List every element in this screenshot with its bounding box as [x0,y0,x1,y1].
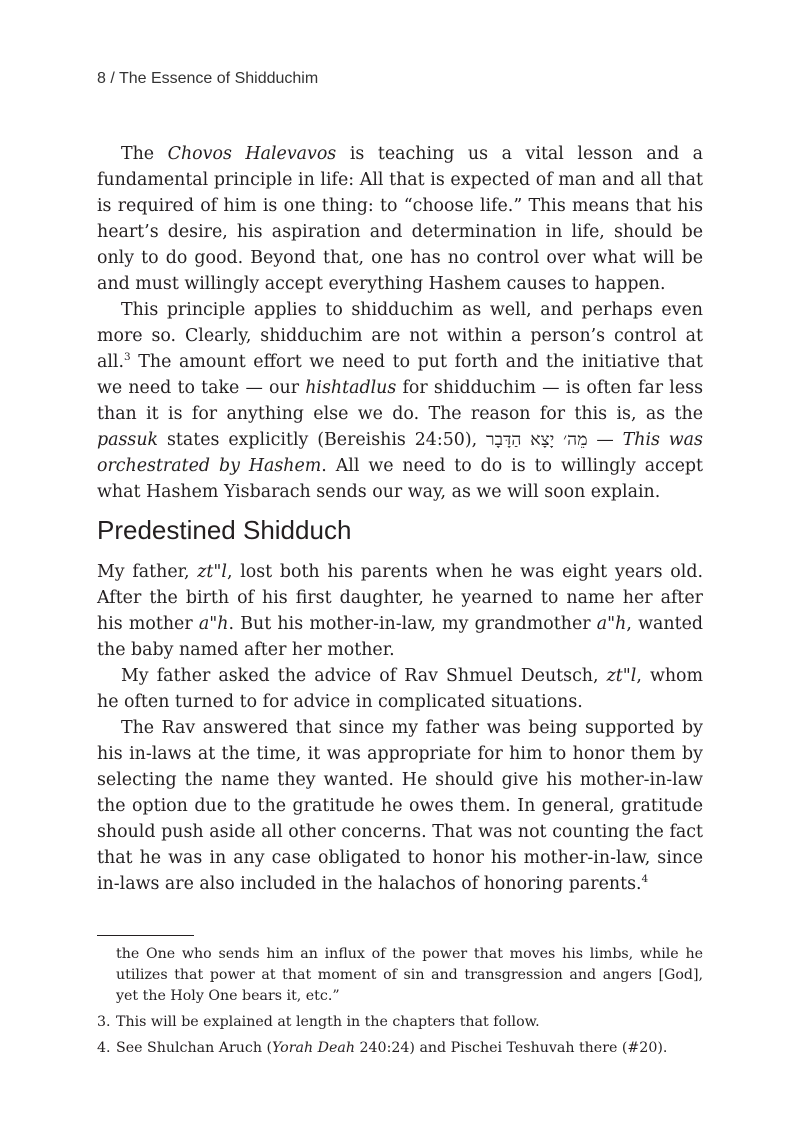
paragraph-4: My father asked the advice of Rav Shmuel Deutsch, zt"l, whom he often turned to for advice in complicated situations. [97,666,703,712]
book-title-italic: Chovos Halevavos [167,144,337,164]
footnote-3: 3. This will be explained at length in the chapters that follow. [97,1014,540,1030]
footnotes [97,944,703,1059]
body-text-intro [97,141,703,505]
hebrew-quote: מֵה׳ יָצָא הַדָּבָר [486,430,588,450]
footnote-4: 4. See Shulchan Aruch (Yorah Deah 240:24) and Pischei Teshuvah there (#20). [97,1040,668,1056]
footnote-ref-4: 4 [641,873,649,886]
paragraph-2: This principle applies to shidduchim as well, and perhaps even more so. Clearly, shidduchim are not within a person’s control at all.$^3$ The amount effort we need to put forth and the initiative that we need to take — our hishtadlus for shidduchim — is often far less than it is for anything else we do. The reason for this is, as the passuk states explicitly (Bereishis 24:50), מֵה׳ יָצָא הַדָּבָר — This was orchestrated by Hashem. All we need to do is to willingly accept what Hashem Yisbarach sends our way, as we will soon explain. [97,300,703,502]
paragraph-1: The Chovos Halevavos is teaching us a vital lesson and a fundamental principle in life: All that is expected of man and all that is required of him is one thing: to “choose life.” This means that his heart’s desire, his aspiration and determination in life, should be only to do good. Beyond that, one has no control over what will be and must willingly accept everything Hashem causes to happen. [97,144,704,294]
footnote-ref-3: 3 [124,351,131,364]
footnote-continuation: the One who sends him an influx of the power that moves his limbs, while he utilizes that power at that moment of sin and transgression and angers [God], yet the Holy One bears it, etc.” [116,946,703,1004]
paragraph-5: The Rav answered that since my father was being supported by his in-laws at the time, it was appropriate for him to honor them by selecting the name they wanted. He should give his mother-in-law the option due to the gratitude he owes them. In general, gratitude should push aside all other concerns. That was not counting the fact that he was in any case obligated to honor his mother-in-law, since in-laws are also included in the halachos of honoring parents.$^4$ [97,718,703,894]
running-head: 8 / The Essence of Shidduchim [97,70,319,87]
body-text-section [97,559,703,897]
footnote-divider [97,935,194,936]
section-heading: Predestined Shidduch [97,515,352,545]
paragraph-3: My father, zt"l, lost both his parents when he was eight years old. After the birth of his first daughter, he yearned to name her after his mother a"h. But his mother-in-law, my grandmother a"h, wanted the baby named after her mother. [97,562,703,660]
